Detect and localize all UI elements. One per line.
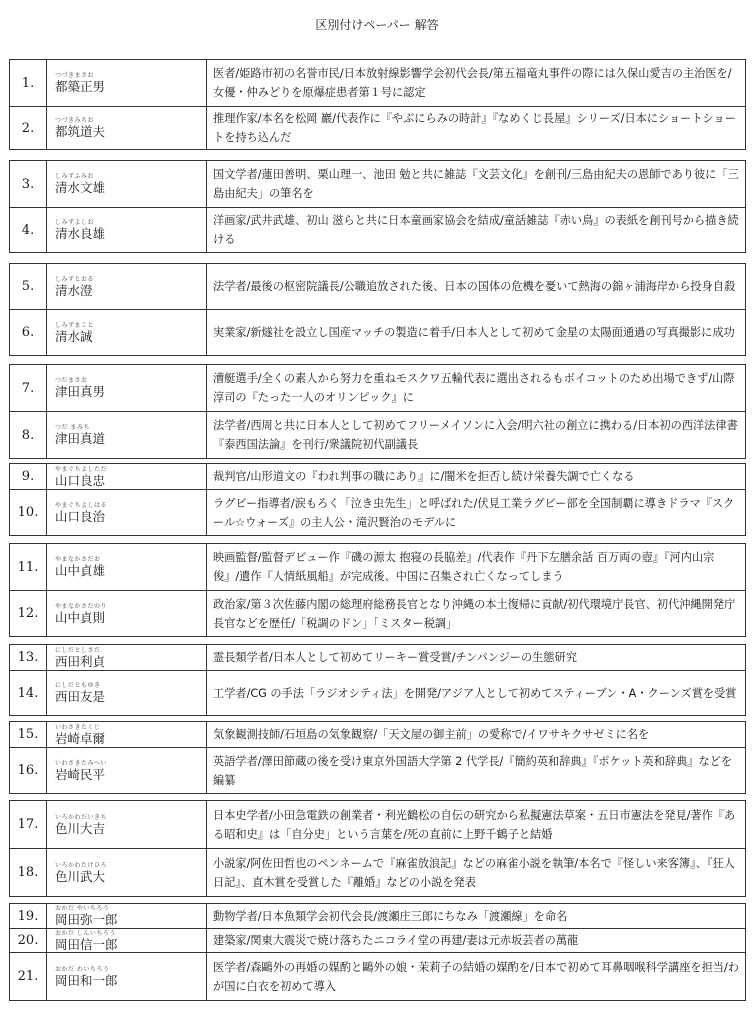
name-reading: にしだともゆき	[55, 682, 101, 689]
person-name-cell	[47, 490, 207, 535]
row-number: 16.	[10, 748, 47, 793]
name-pair-group	[9, 800, 746, 897]
person-name-cell	[47, 264, 207, 309]
name-reading: しみずふみお	[55, 173, 94, 180]
person-name: 山中貞雄	[55, 563, 106, 578]
page-title: 区別付けペーパー 解答	[315, 18, 439, 32]
row-number: 12.	[10, 591, 47, 636]
row-number: 11.	[10, 544, 47, 590]
description-text: 医者/姫路市初の名誉市民/日本放射線影響学会初代会長/第五福竜丸事件の際には久保山愛吉の主治医を/女優・仲みどりを原爆症患者第１号に認定	[213, 67, 732, 99]
person-name: 都築正男	[55, 79, 106, 94]
name-pair-group	[9, 543, 746, 637]
person-name: 岡田弥一郎	[55, 912, 118, 927]
name-pair-group	[9, 364, 746, 459]
person-name-cell	[47, 722, 207, 747]
name-pair-group	[9, 721, 746, 794]
description-cell	[207, 591, 745, 636]
name-reading: おかだ やいちろう	[55, 905, 110, 912]
person-name: 津田真道	[55, 431, 106, 446]
person-name: 岡田信一郎	[55, 936, 118, 952]
name-reading: いわさきたくじ	[55, 723, 101, 731]
row-number: 21.	[10, 953, 47, 1000]
person-name-cell	[47, 464, 207, 489]
description-cell	[207, 748, 745, 793]
table-row	[10, 722, 745, 747]
name-reading: おかだ しんいちろう	[55, 929, 116, 937]
person-name-cell	[47, 208, 207, 252]
person-name: 都筑道夫	[55, 124, 106, 139]
table-row	[10, 309, 745, 355]
row-number: 13.	[10, 645, 47, 670]
row-number: 15.	[10, 722, 47, 747]
name-pair-group	[9, 903, 746, 1001]
row-number: 17.	[10, 801, 47, 848]
description-cell	[207, 365, 745, 411]
table-row	[10, 904, 745, 928]
person-name-cell	[47, 645, 207, 670]
person-name: 色川武大	[55, 868, 106, 884]
description-cell	[207, 953, 745, 1000]
table-row	[10, 747, 745, 793]
table-row	[10, 848, 745, 896]
table-row	[10, 207, 745, 252]
table-row	[10, 106, 745, 149]
person-name: 清水誠	[55, 328, 93, 344]
name-reading: おかだ わいちろう	[55, 965, 110, 973]
person-name-cell	[47, 310, 207, 355]
name-reading: しみずよしお	[55, 219, 95, 226]
name-reading: やまなかさだのり	[55, 602, 108, 610]
person-name-cell	[47, 953, 207, 1000]
person-name: 岩崎卓爾	[55, 730, 106, 746]
name-reading: つだまさお	[55, 377, 88, 384]
row-number: 6.	[10, 310, 47, 355]
person-name-cell	[47, 849, 207, 896]
description-text: 霊長類学者/日本人として初めてリーキー賞受賞/チンパンジーの生態研究	[213, 651, 577, 664]
table-row	[10, 670, 745, 715]
name-reading: やまぐちよしただ	[55, 465, 108, 473]
row-number: 19.	[10, 904, 47, 928]
table-row	[10, 928, 745, 952]
description-cell	[207, 412, 745, 458]
row-number: 7.	[10, 365, 47, 411]
table-row	[10, 544, 745, 590]
name-pair-group	[9, 644, 746, 716]
person-name-cell	[47, 591, 207, 636]
table-row	[10, 60, 745, 106]
table-row	[10, 489, 745, 535]
person-name: 清水文雄	[55, 180, 106, 195]
description-cell	[207, 671, 745, 715]
description-cell	[207, 904, 745, 928]
description-cell	[207, 722, 745, 747]
row-number: 8.	[10, 412, 47, 458]
person-name-cell	[47, 748, 207, 793]
table-row	[10, 645, 745, 670]
person-name: 清水澄	[55, 282, 93, 298]
person-name: 岡田和一郎	[55, 972, 118, 988]
table-row	[10, 411, 745, 458]
description-text: 推理作家/本名を松岡 巖/代表作に『やぶにらみの時計』『なめくじ長屋』シリーズ/日本にショートショートを持ち込んだ	[213, 112, 736, 144]
description-text: 気象観測技師/石垣島の気象観察/「天文屋の御主前」の愛称で/イワサキクサゼミに名を	[213, 728, 650, 741]
description-text: 政治家/第３次佐藤内閣の総理府総務長官となり沖縄の本土復帰に貢献/初代環境庁長官、初代沖縄開発庁長官などを歴任/「税調のドン」「ミスター税調」	[213, 597, 736, 630]
person-name-cell	[47, 161, 207, 207]
person-name-cell	[47, 544, 207, 590]
table-row	[10, 952, 745, 1000]
name-pair-group	[9, 263, 746, 356]
name-reading: つづきまさお	[55, 72, 95, 79]
description-cell	[207, 929, 745, 952]
description-text: ラグビー指導者/涙もろく「泣き虫先生」と呼ばれた/伏見工業ラグビー部を全国制覇に導きドラマ『スクール☆ウォーズ』の主人公・滝沢賢治のモデルに	[213, 496, 735, 529]
person-name: 清水良雄	[55, 226, 106, 241]
person-name-cell	[47, 365, 207, 411]
description-text: 法学者/西周と共に日本人として初めてフリーメイソンに入会/明六社の創立に携わる/日本初の西洋法律書『泰西国法論』を刊行/衆議院初代副議長	[213, 419, 738, 451]
person-name: 山口良忠	[55, 472, 106, 488]
table-row	[10, 365, 745, 411]
person-name-cell	[47, 60, 207, 106]
description-text: 映画監督/監督デビュー作『磯の源太 抱寝の長脇差』/代表作『丹下左膳余話 百万両の壺』『河内山宗俊』/遺作『人情紙風船』が完成後、中国に召集され亡くなってしまう	[213, 551, 715, 583]
row-number: 3.	[10, 161, 47, 207]
row-number: 18.	[10, 849, 47, 896]
row-number: 9.	[10, 464, 47, 489]
person-name: 西田利貞	[55, 653, 106, 669]
table-row	[10, 590, 745, 636]
row-number: 10.	[10, 490, 47, 535]
row-number: 2.	[10, 107, 47, 149]
person-name: 山口良治	[55, 508, 106, 524]
description-text: 法学者/最後の枢密院議長/公職追放された後、日本の国体の危機を憂いて熱海の錦ヶ浦海岸から投身自殺	[213, 280, 736, 293]
description-cell	[207, 107, 745, 149]
description-cell	[207, 161, 745, 207]
row-number: 5.	[10, 264, 47, 309]
name-reading: しみずとおる	[55, 275, 95, 283]
description-cell	[207, 801, 745, 848]
table-row	[10, 161, 745, 207]
description-cell	[207, 60, 745, 106]
person-name: 山中貞則	[55, 609, 106, 625]
description-text: 漕艇選手/全くの素人から努力を重ねモスクワ五輪代表に選出されるもボイコットのため出場できず/山際淳司の『たった一人のオリンピック』に	[213, 372, 735, 404]
description-text: 建築家/関東大震災で焼け落ちたニコライ堂の再建/妻は元赤坂芸者の萬龍	[213, 934, 579, 947]
person-name-cell	[47, 904, 207, 928]
row-number: 14.	[10, 671, 47, 715]
description-text: 医学者/森鷗外の再婚の媒酌と鷗外の娘・茉莉子の結婚の媒酌を/日本で初めて耳鼻咽喉科学講座を担当/わが国に白衣を初めて導入	[213, 960, 739, 993]
person-name: 色川大吉	[55, 820, 106, 836]
description-cell	[207, 490, 745, 535]
name-reading: いわさきたみへい	[55, 759, 107, 767]
person-name: 西田友是	[55, 689, 106, 704]
description-cell	[207, 264, 745, 309]
person-name: 岩崎民平	[55, 766, 106, 782]
description-cell	[207, 208, 745, 252]
description-cell	[207, 310, 745, 355]
description-cell	[207, 645, 745, 670]
row-number: 1.	[10, 60, 47, 106]
table-row	[10, 801, 745, 848]
description-text: 小説家/阿佐田哲也のペンネームで『麻雀放浪記』などの麻雀小説を執筆/本名で『怪しい来客簿』、『狂人日記』、直木賞を受賞した『離婚』などの小説を発表	[213, 856, 735, 889]
name-reading: いろかわたけひろ	[55, 861, 108, 869]
description-cell	[207, 849, 745, 896]
table-row	[10, 264, 745, 309]
person-name-cell	[47, 929, 207, 952]
description-text: 実業家/新燧社を設立し国産マッチの製造に着手/日本人として初めて金星の太陽面通過の写真撮影に成功	[213, 326, 735, 339]
person-name: 津田真男	[55, 384, 106, 399]
description-text: 動物学者/日本魚類学会初代会長/渡瀬庄三郎にちなみ「渡瀬線」を命名	[213, 909, 568, 923]
description-cell	[207, 464, 745, 489]
description-cell	[207, 544, 745, 590]
description-text: 日本史学者/小田急電鉄の創業者・利光鶴松の自伝の研究から私擬憲法草案・五日市憲法を発見/著作『ある昭和史』は「自分史」という言葉を/死の直前に上野千鶴子と結婚	[213, 808, 736, 841]
row-number: 4.	[10, 208, 47, 252]
person-name-cell	[47, 107, 207, 149]
row-number: 20.	[10, 929, 47, 952]
name-reading: つづきみちお	[55, 117, 95, 124]
name-reading: しみずまこと	[55, 321, 95, 329]
name-pair-group	[9, 59, 746, 150]
person-name-cell	[47, 671, 207, 715]
table-row	[10, 464, 745, 489]
name-reading: やまぐちよしはる	[55, 501, 108, 509]
name-reading: いろかわだいきち	[55, 813, 108, 821]
person-name-cell	[47, 801, 207, 848]
name-reading: やまなかさだお	[55, 556, 101, 563]
name-pair-group	[9, 463, 746, 536]
person-name-cell	[47, 412, 207, 458]
name-pair-group	[9, 160, 746, 253]
description-text: 裁判官/山形道文の『われ判事の職にあり』に/闇米を拒否し続け栄養失調で亡くなる	[213, 470, 635, 483]
description-text: 国文学者/蓮田善明、栗山理一、池田 勉と共に雑誌『文芸文化』を創刊/三島由紀夫の恩師であり彼に「三島由紀夫」の筆名を	[213, 168, 739, 200]
name-reading: つだ まみち	[55, 424, 90, 431]
description-text: 工学者/CG の手法「ラジオシティ法」を開発/アジア人として初めてスティーブン・A・クーンズ賞を受賞	[213, 686, 737, 700]
name-reading: にしだとしさだ	[55, 646, 101, 654]
description-text: 英語学者/澤田節蔵の後を受け東京外国語大学第 2 代学長/『簡約英和辞典』『ポケット英和辞典』などを編纂	[213, 754, 733, 787]
description-text: 洋画家/武井武雄、初山 滋らと共に日本童画家協会を結成/童話雑誌『赤い鳥』の表紙を創刊号から描き続ける	[213, 214, 739, 246]
